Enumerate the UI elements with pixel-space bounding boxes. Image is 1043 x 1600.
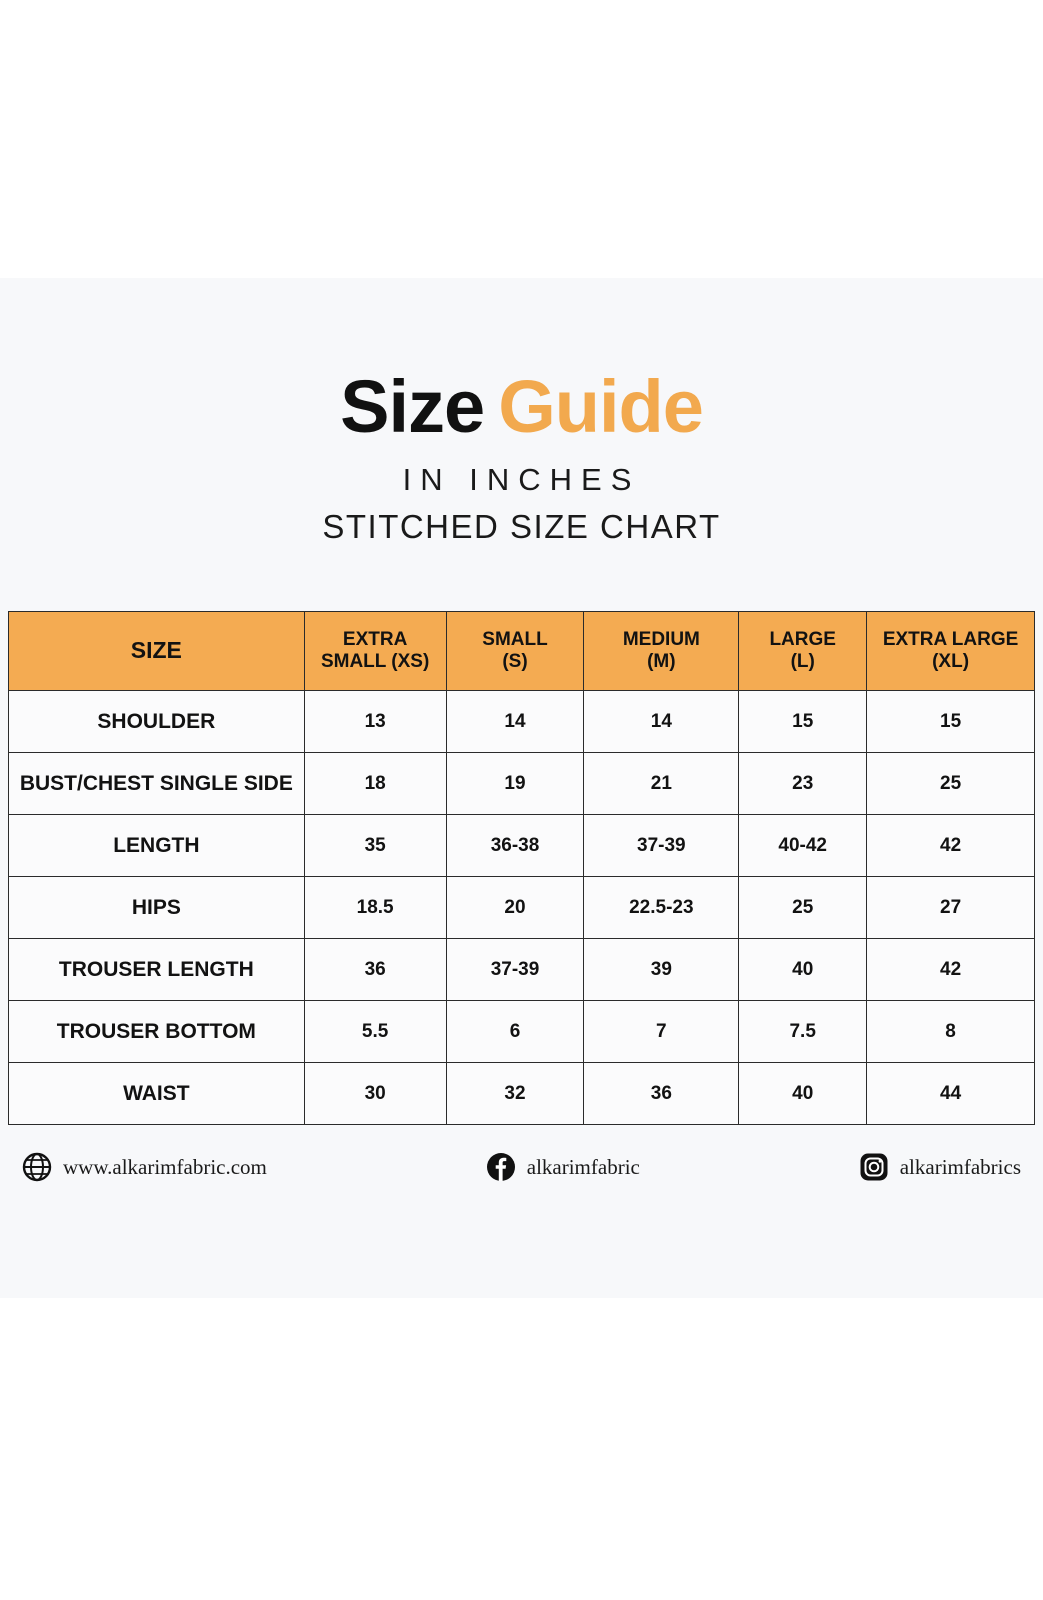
table-header-row (9, 612, 1035, 691)
size-chart-table (8, 611, 1035, 1125)
row-label-length: LENGTH (9, 815, 305, 877)
column-header-l (739, 612, 867, 691)
facebook-icon (486, 1152, 516, 1182)
table-row (9, 753, 1035, 815)
column-header-l-line1: LARGE (769, 628, 836, 650)
row-label-waist: WAIST (9, 1063, 305, 1125)
cell-trouser-length-s: 37-39 (446, 939, 584, 1001)
column-header-xl-line1: EXTRA LARGE (882, 628, 1019, 650)
cell-hips-m: 22.5-23 (584, 877, 739, 939)
instagram-icon (859, 1152, 889, 1182)
table-header (9, 612, 1035, 691)
cell-waist-s: 32 (446, 1063, 584, 1125)
cell-length-l: 40-42 (739, 815, 867, 877)
column-header-m-line1: MEDIUM (622, 628, 700, 650)
cell-length-xs: 35 (304, 815, 446, 877)
title-word-size: Size (340, 365, 485, 448)
cell-shoulder-l: 15 (739, 691, 867, 753)
row-label-trouser-length: TROUSER LENGTH (9, 939, 305, 1001)
cell-waist-xs: 30 (304, 1063, 446, 1125)
cell-trouser-bottom-xl: 8 (867, 1001, 1035, 1063)
column-header-size (9, 612, 305, 691)
subtitle-chart: STITCHED SIZE CHART (322, 508, 721, 545)
cell-waist-l: 40 (739, 1063, 867, 1125)
table-row (9, 1001, 1035, 1063)
cell-trouser-length-xl: 42 (867, 939, 1035, 1001)
size-guide-card (0, 278, 1043, 1298)
footer-contact-bar (8, 1152, 1035, 1182)
globe-icon (22, 1152, 52, 1182)
column-header-s-line1: SMALL (482, 628, 548, 650)
cell-shoulder-xl: 15 (867, 691, 1035, 753)
cell-length-m: 37-39 (584, 815, 739, 877)
cell-shoulder-xs: 13 (304, 691, 446, 753)
cell-shoulder-m: 14 (584, 691, 739, 753)
footer-website-label: www.alkarimfabric.com (63, 1154, 267, 1179)
cell-hips-xl: 27 (867, 877, 1035, 939)
cell-length-s: 36-38 (446, 815, 584, 877)
subtitle-units: IN INCHES (402, 462, 641, 497)
column-header-xl (867, 612, 1035, 691)
column-header-xs-line2: SMALL (XS) (320, 651, 430, 672)
footer-instagram-label: alkarimfabrics (899, 1154, 1021, 1179)
cell-hips-l: 25 (739, 877, 867, 939)
cell-length-xl: 42 (867, 815, 1035, 877)
column-header-l-line2: (L) (790, 651, 815, 672)
page-title (0, 365, 1043, 448)
cell-trouser-length-xs: 36 (304, 939, 446, 1001)
cell-hips-s: 20 (446, 877, 584, 939)
row-label-shoulder: SHOULDER (9, 691, 305, 753)
column-header-xs (304, 612, 446, 691)
cell-trouser-bottom-m: 7 (584, 1001, 739, 1063)
table-row (9, 815, 1035, 877)
cell-bust-s: 19 (446, 753, 584, 815)
cell-bust-m: 21 (584, 753, 739, 815)
cell-bust-xl: 25 (867, 753, 1035, 815)
row-label-bust-chest: BUST/CHEST SINGLE SIDE (9, 753, 305, 815)
cell-trouser-length-l: 40 (739, 939, 867, 1001)
column-header-size-line1: SIZE (130, 637, 182, 664)
table-row (9, 877, 1035, 939)
cell-hips-xs: 18.5 (304, 877, 446, 939)
row-label-hips: HIPS (9, 877, 305, 939)
table-row (9, 939, 1035, 1001)
cell-trouser-length-m: 39 (584, 939, 739, 1001)
row-label-trouser-bottom: TROUSER BOTTOM (9, 1001, 305, 1063)
footer-website[interactable] (22, 1152, 267, 1182)
table-row (9, 1063, 1035, 1125)
footer-instagram[interactable] (859, 1152, 1021, 1182)
column-header-xs-line1: EXTRA (342, 628, 408, 650)
footer-facebook[interactable] (486, 1152, 640, 1182)
cell-bust-xs: 18 (304, 753, 446, 815)
column-header-s-line2: (S) (502, 651, 528, 672)
cell-waist-m: 36 (584, 1063, 739, 1125)
footer-facebook-label: alkarimfabric (526, 1154, 640, 1179)
column-header-xl-line2: (XL) (932, 651, 970, 672)
table-body (9, 691, 1035, 1125)
header-block (0, 278, 1043, 546)
column-header-m-line2: (M) (647, 651, 676, 672)
cell-bust-l: 23 (739, 753, 867, 815)
title-word-guide: Guide (498, 365, 703, 448)
cell-trouser-bottom-s: 6 (446, 1001, 584, 1063)
cell-trouser-bottom-l: 7.5 (739, 1001, 867, 1063)
column-header-m (584, 612, 739, 691)
column-header-s (446, 612, 584, 691)
cell-waist-xl: 44 (867, 1063, 1035, 1125)
cell-trouser-bottom-xs: 5.5 (304, 1001, 446, 1063)
table-row (9, 691, 1035, 753)
cell-shoulder-s: 14 (446, 691, 584, 753)
